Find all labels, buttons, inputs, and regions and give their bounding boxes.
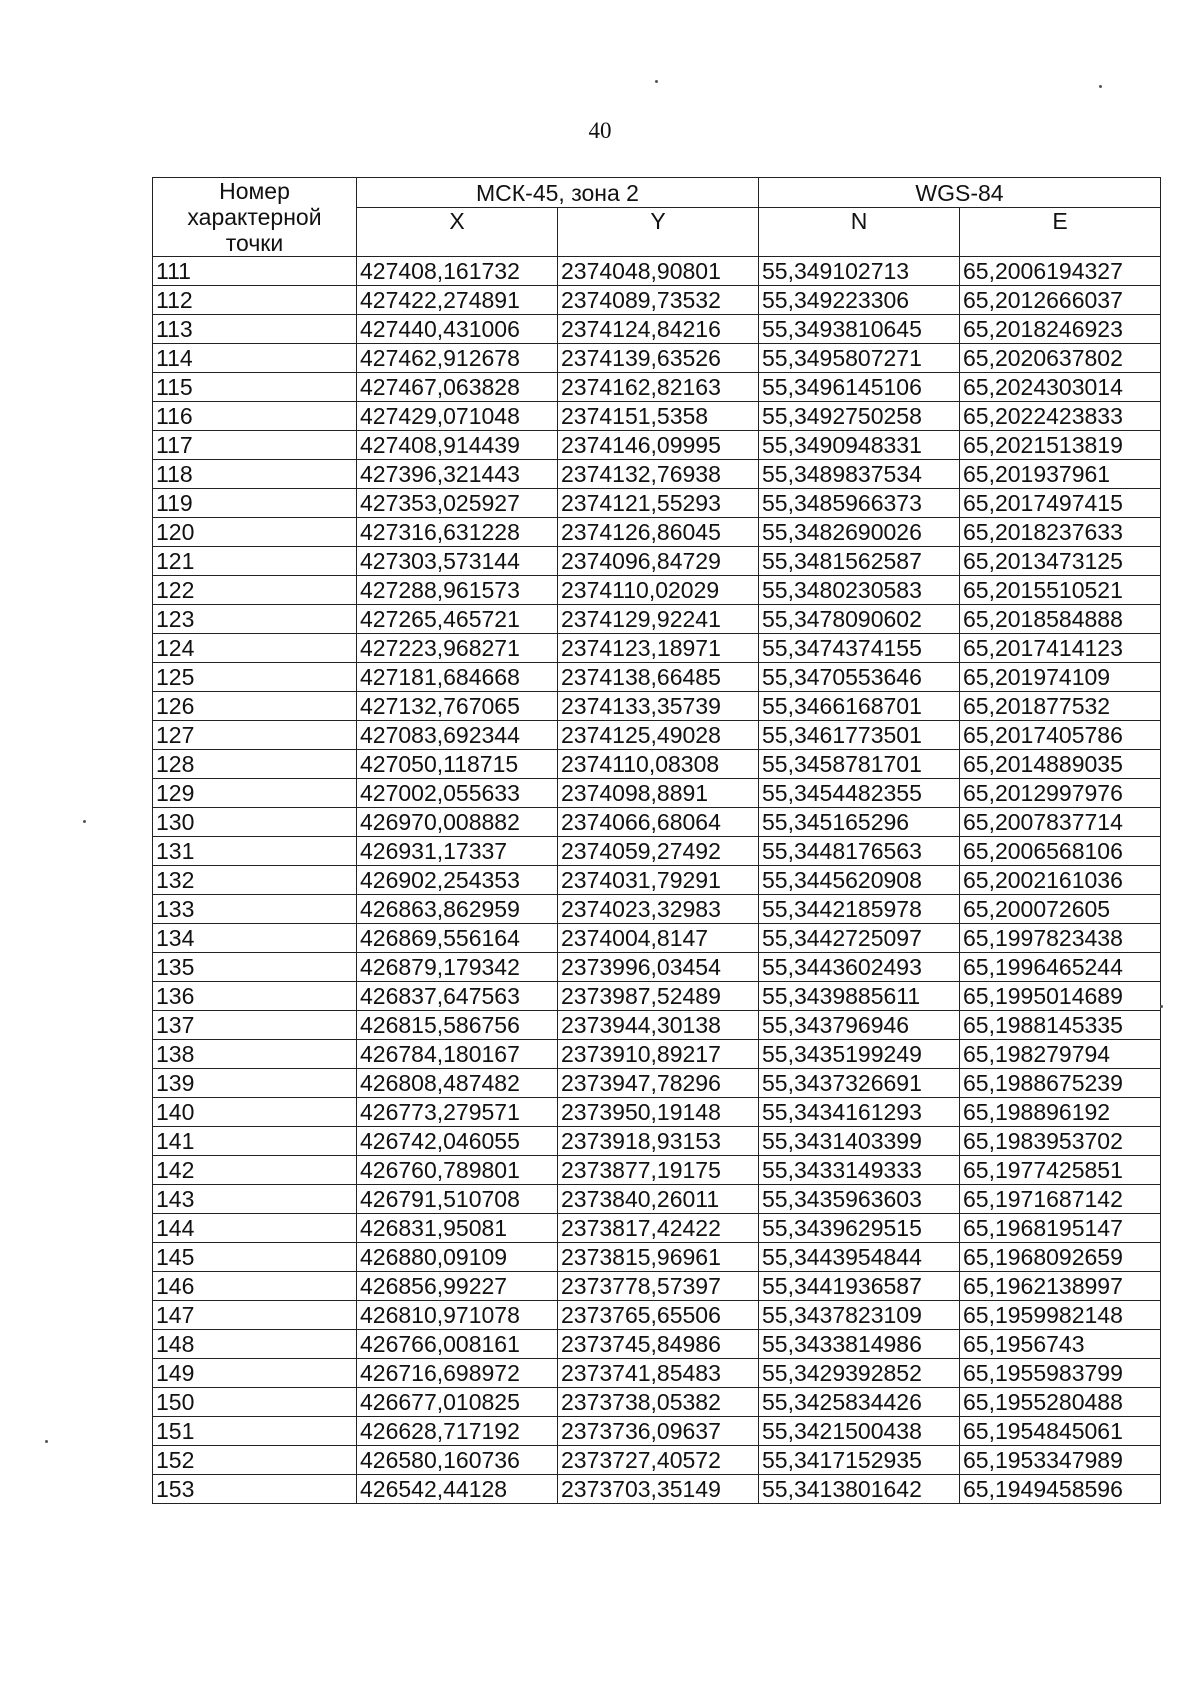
point-number-cell: 118 (153, 460, 357, 489)
table-row (153, 1330, 1161, 1359)
header-n: N (759, 208, 960, 257)
point-number-cell: 133 (153, 895, 357, 924)
y-cell: 2374098,8891 (558, 779, 759, 808)
point-number-cell: 141 (153, 1127, 357, 1156)
e-cell: 65,1997823438 (960, 924, 1161, 953)
n-cell: 55,3490948331 (759, 431, 960, 460)
y-cell: 2374048,90801 (558, 257, 759, 286)
x-cell: 427408,161732 (357, 257, 558, 286)
x-cell: 426837,647563 (357, 982, 558, 1011)
n-cell: 55,3443954844 (759, 1243, 960, 1272)
n-cell: 55,349223306 (759, 286, 960, 315)
table-row (153, 1388, 1161, 1417)
scan-speck (1099, 85, 1102, 88)
x-cell: 426542,44128 (357, 1475, 558, 1504)
x-cell: 427132,767065 (357, 692, 558, 721)
y-cell: 2374110,08308 (558, 750, 759, 779)
point-number-cell: 145 (153, 1243, 357, 1272)
table-row (153, 489, 1161, 518)
point-number-cell: 123 (153, 605, 357, 634)
y-cell: 2374146,09995 (558, 431, 759, 460)
x-cell: 427050,118715 (357, 750, 558, 779)
x-cell: 426628,717192 (357, 1417, 558, 1446)
n-cell: 55,3417152935 (759, 1446, 960, 1475)
e-cell: 65,2022423833 (960, 402, 1161, 431)
table-row (153, 1446, 1161, 1475)
n-cell: 55,345165296 (759, 808, 960, 837)
e-cell: 65,1971687142 (960, 1185, 1161, 1214)
point-number-cell: 116 (153, 402, 357, 431)
y-cell: 2374139,63526 (558, 344, 759, 373)
e-cell: 65,1968092659 (960, 1243, 1161, 1272)
x-cell: 426831,95081 (357, 1214, 558, 1243)
table-row (153, 1417, 1161, 1446)
n-cell: 55,3492750258 (759, 402, 960, 431)
coordinates-table (152, 177, 1161, 1504)
x-cell: 426677,010825 (357, 1388, 558, 1417)
e-cell: 65,2018246923 (960, 315, 1161, 344)
point-number-cell: 130 (153, 808, 357, 837)
table-row (153, 953, 1161, 982)
x-cell: 426970,008882 (357, 808, 558, 837)
table-row (153, 431, 1161, 460)
n-cell: 55,3489837534 (759, 460, 960, 489)
e-cell: 65,2018237633 (960, 518, 1161, 547)
x-cell: 426869,556164 (357, 924, 558, 953)
e-cell: 65,2012666037 (960, 286, 1161, 315)
point-number-cell: 148 (153, 1330, 357, 1359)
point-number-cell: 146 (153, 1272, 357, 1301)
n-cell: 55,3433149333 (759, 1156, 960, 1185)
table-row (153, 721, 1161, 750)
point-number-cell: 139 (153, 1069, 357, 1098)
y-cell: 2374138,66485 (558, 663, 759, 692)
table-row (153, 1359, 1161, 1388)
y-cell: 2374023,32983 (558, 895, 759, 924)
e-cell: 65,1977425851 (960, 1156, 1161, 1185)
x-cell: 427223,968271 (357, 634, 558, 663)
y-cell: 2374031,79291 (558, 866, 759, 895)
table-row (153, 257, 1161, 286)
x-cell: 426856,99227 (357, 1272, 558, 1301)
e-cell: 65,1983953702 (960, 1127, 1161, 1156)
point-number-cell: 132 (153, 866, 357, 895)
x-cell: 427265,465721 (357, 605, 558, 634)
page-number: 40 (588, 118, 612, 143)
point-number-cell: 143 (153, 1185, 357, 1214)
n-cell: 55,3421500438 (759, 1417, 960, 1446)
header-point-number (153, 178, 357, 257)
point-number-cell: 151 (153, 1417, 357, 1446)
e-cell: 65,1955280488 (960, 1388, 1161, 1417)
y-cell: 2373910,89217 (558, 1040, 759, 1069)
n-cell: 55,3482690026 (759, 518, 960, 547)
x-cell: 427181,684668 (357, 663, 558, 692)
scan-speck (83, 820, 86, 823)
header-x: X (357, 208, 558, 257)
e-cell: 65,2006194327 (960, 257, 1161, 286)
x-cell: 426760,789801 (357, 1156, 558, 1185)
n-cell: 55,3485966373 (759, 489, 960, 518)
y-cell: 2373947,78296 (558, 1069, 759, 1098)
point-number-cell: 134 (153, 924, 357, 953)
table-row (153, 808, 1161, 837)
x-cell: 426815,586756 (357, 1011, 558, 1040)
x-cell: 426902,254353 (357, 866, 558, 895)
table-row (153, 605, 1161, 634)
scan-speck (1160, 1005, 1163, 1008)
e-cell: 65,2017405786 (960, 721, 1161, 750)
x-cell: 426879,179342 (357, 953, 558, 982)
x-cell: 427002,055633 (357, 779, 558, 808)
n-cell: 55,3442725097 (759, 924, 960, 953)
point-number-cell: 152 (153, 1446, 357, 1475)
table-row (153, 1040, 1161, 1069)
header-point-number-line: характерной (187, 204, 322, 230)
point-number-cell: 127 (153, 721, 357, 750)
y-cell: 2374132,76938 (558, 460, 759, 489)
x-cell: 426773,279571 (357, 1098, 558, 1127)
n-cell: 55,3429392852 (759, 1359, 960, 1388)
y-cell: 2374066,68064 (558, 808, 759, 837)
e-cell: 65,2015510521 (960, 576, 1161, 605)
n-cell: 55,3481562587 (759, 547, 960, 576)
y-cell: 2373745,84986 (558, 1330, 759, 1359)
table-row (153, 1301, 1161, 1330)
n-cell: 55,3443602493 (759, 953, 960, 982)
header-msk45-zone2: МСК-45, зона 2 (357, 178, 759, 208)
header-point-number-line: точки (225, 230, 284, 256)
e-cell: 65,2006568106 (960, 837, 1161, 866)
n-cell: 55,3439629515 (759, 1214, 960, 1243)
x-cell: 427429,071048 (357, 402, 558, 431)
y-cell: 2373778,57397 (558, 1272, 759, 1301)
x-cell: 427083,692344 (357, 721, 558, 750)
point-number-cell: 135 (153, 953, 357, 982)
x-cell: 426716,698972 (357, 1359, 558, 1388)
e-cell: 65,201974109 (960, 663, 1161, 692)
point-number-cell: 121 (153, 547, 357, 576)
n-cell: 55,3442185978 (759, 895, 960, 924)
n-cell: 55,3454482355 (759, 779, 960, 808)
e-cell: 65,2020637802 (960, 344, 1161, 373)
x-cell: 427316,631228 (357, 518, 558, 547)
n-cell: 55,3466168701 (759, 692, 960, 721)
table-row (153, 1214, 1161, 1243)
n-cell: 55,3480230583 (759, 576, 960, 605)
y-cell: 2373738,05382 (558, 1388, 759, 1417)
x-cell: 426580,160736 (357, 1446, 558, 1475)
table-row (153, 547, 1161, 576)
point-number-cell: 147 (153, 1301, 357, 1330)
y-cell: 2374125,49028 (558, 721, 759, 750)
point-number-cell: 119 (153, 489, 357, 518)
e-cell: 65,2017414123 (960, 634, 1161, 663)
table-row (153, 286, 1161, 315)
point-number-cell: 114 (153, 344, 357, 373)
x-cell: 426766,008161 (357, 1330, 558, 1359)
header-y: Y (558, 208, 759, 257)
y-cell: 2373840,26011 (558, 1185, 759, 1214)
n-cell: 55,3437326691 (759, 1069, 960, 1098)
point-number-cell: 136 (153, 982, 357, 1011)
table-row (153, 518, 1161, 547)
e-cell: 65,1988675239 (960, 1069, 1161, 1098)
x-cell: 426931,17337 (357, 837, 558, 866)
table-row (153, 692, 1161, 721)
point-number-cell: 153 (153, 1475, 357, 1504)
y-cell: 2373727,40572 (558, 1446, 759, 1475)
y-cell: 2374124,84216 (558, 315, 759, 344)
x-cell: 427422,274891 (357, 286, 558, 315)
point-number-cell: 117 (153, 431, 357, 460)
point-number-cell: 124 (153, 634, 357, 663)
x-cell: 427467,063828 (357, 373, 558, 402)
n-cell: 55,3445620908 (759, 866, 960, 895)
y-cell: 2373950,19148 (558, 1098, 759, 1127)
y-cell: 2373817,42422 (558, 1214, 759, 1243)
table-row (153, 866, 1161, 895)
point-number-cell: 111 (153, 257, 357, 286)
x-cell: 427396,321443 (357, 460, 558, 489)
y-cell: 2373987,52489 (558, 982, 759, 1011)
table-row (153, 1243, 1161, 1272)
x-cell: 427408,914439 (357, 431, 558, 460)
point-number-cell: 149 (153, 1359, 357, 1388)
y-cell: 2373736,09637 (558, 1417, 759, 1446)
e-cell: 65,201937961 (960, 460, 1161, 489)
y-cell: 2374151,5358 (558, 402, 759, 431)
point-number-cell: 122 (153, 576, 357, 605)
point-number-cell: 125 (153, 663, 357, 692)
table-row (153, 576, 1161, 605)
x-cell: 427462,912678 (357, 344, 558, 373)
x-cell: 426808,487482 (357, 1069, 558, 1098)
y-cell: 2373741,85483 (558, 1359, 759, 1388)
point-number-cell: 128 (153, 750, 357, 779)
table-row (153, 344, 1161, 373)
table-header (153, 178, 1161, 257)
header-point-number-line: Номер (219, 178, 290, 204)
n-cell: 55,3435199249 (759, 1040, 960, 1069)
e-cell: 65,2002161036 (960, 866, 1161, 895)
y-cell: 2374162,82163 (558, 373, 759, 402)
y-cell: 2374133,35739 (558, 692, 759, 721)
table-row (153, 1272, 1161, 1301)
n-cell: 55,3470553646 (759, 663, 960, 692)
scan-speck (45, 1440, 48, 1443)
n-cell: 55,3448176563 (759, 837, 960, 866)
e-cell: 65,1955983799 (960, 1359, 1161, 1388)
table-row (153, 1475, 1161, 1504)
table-row (153, 982, 1161, 1011)
n-cell: 55,349102713 (759, 257, 960, 286)
point-number-cell: 138 (153, 1040, 357, 1069)
e-cell: 65,1995014689 (960, 982, 1161, 1011)
table-row (153, 373, 1161, 402)
n-cell: 55,3433814986 (759, 1330, 960, 1359)
table-row (153, 1185, 1161, 1214)
table-row (153, 750, 1161, 779)
y-cell: 2373918,93153 (558, 1127, 759, 1156)
x-cell: 426880,09109 (357, 1243, 558, 1272)
e-cell: 65,2012997976 (960, 779, 1161, 808)
n-cell: 55,3431403399 (759, 1127, 960, 1156)
header-e: E (960, 208, 1161, 257)
point-number-cell: 142 (153, 1156, 357, 1185)
n-cell: 55,3435963603 (759, 1185, 960, 1214)
table-row (153, 634, 1161, 663)
point-number-cell: 137 (153, 1011, 357, 1040)
point-number-cell: 140 (153, 1098, 357, 1127)
n-cell: 55,3495807271 (759, 344, 960, 373)
y-cell: 2374129,92241 (558, 605, 759, 634)
y-cell: 2374121,55293 (558, 489, 759, 518)
e-cell: 65,1968195147 (960, 1214, 1161, 1243)
n-cell: 55,3434161293 (759, 1098, 960, 1127)
x-cell: 426810,971078 (357, 1301, 558, 1330)
e-cell: 65,201877532 (960, 692, 1161, 721)
point-number-cell: 126 (153, 692, 357, 721)
e-cell: 65,1956743 (960, 1330, 1161, 1359)
n-cell: 55,3478090602 (759, 605, 960, 634)
e-cell: 65,200072605 (960, 895, 1161, 924)
n-cell: 55,343796946 (759, 1011, 960, 1040)
e-cell: 65,1988145335 (960, 1011, 1161, 1040)
e-cell: 65,2014889035 (960, 750, 1161, 779)
y-cell: 2373765,65506 (558, 1301, 759, 1330)
e-cell: 65,1996465244 (960, 953, 1161, 982)
e-cell: 65,1949458596 (960, 1475, 1161, 1504)
point-number-cell: 129 (153, 779, 357, 808)
y-cell: 2373703,35149 (558, 1475, 759, 1504)
table-body (153, 257, 1161, 1504)
n-cell: 55,3474374155 (759, 634, 960, 663)
y-cell: 2373944,30138 (558, 1011, 759, 1040)
x-cell: 427303,573144 (357, 547, 558, 576)
y-cell: 2373996,03454 (558, 953, 759, 982)
scan-speck (655, 80, 658, 83)
e-cell: 65,2018584888 (960, 605, 1161, 634)
y-cell: 2374059,27492 (558, 837, 759, 866)
x-cell: 427353,025927 (357, 489, 558, 518)
table-row (153, 1098, 1161, 1127)
x-cell: 427288,961573 (357, 576, 558, 605)
point-number-cell: 131 (153, 837, 357, 866)
y-cell: 2374110,02029 (558, 576, 759, 605)
point-number-cell: 113 (153, 315, 357, 344)
table-row (153, 1011, 1161, 1040)
y-cell: 2374126,86045 (558, 518, 759, 547)
table-row (153, 460, 1161, 489)
table-row (153, 779, 1161, 808)
e-cell: 65,2021513819 (960, 431, 1161, 460)
x-cell: 426742,046055 (357, 1127, 558, 1156)
e-cell: 65,2013473125 (960, 547, 1161, 576)
x-cell: 426791,510708 (357, 1185, 558, 1214)
y-cell: 2373877,19175 (558, 1156, 759, 1185)
point-number-cell: 115 (153, 373, 357, 402)
e-cell: 65,198896192 (960, 1098, 1161, 1127)
n-cell: 55,3493810645 (759, 315, 960, 344)
x-cell: 426863,862959 (357, 895, 558, 924)
e-cell: 65,2024303014 (960, 373, 1161, 402)
y-cell: 2374096,84729 (558, 547, 759, 576)
n-cell: 55,3437823109 (759, 1301, 960, 1330)
n-cell: 55,3441936587 (759, 1272, 960, 1301)
n-cell: 55,3496145106 (759, 373, 960, 402)
n-cell: 55,3413801642 (759, 1475, 960, 1504)
point-number-cell: 112 (153, 286, 357, 315)
e-cell: 65,1953347989 (960, 1446, 1161, 1475)
table-row (153, 1069, 1161, 1098)
y-cell: 2374089,73532 (558, 286, 759, 315)
e-cell: 65,1954845061 (960, 1417, 1161, 1446)
table-row (153, 663, 1161, 692)
n-cell: 55,3461773501 (759, 721, 960, 750)
e-cell: 65,198279794 (960, 1040, 1161, 1069)
table-row (153, 837, 1161, 866)
header-wgs84: WGS-84 (759, 178, 1161, 208)
point-number-cell: 150 (153, 1388, 357, 1417)
table-row (153, 1127, 1161, 1156)
table-row (153, 1156, 1161, 1185)
point-number-cell: 144 (153, 1214, 357, 1243)
n-cell: 55,3439885611 (759, 982, 960, 1011)
e-cell: 65,2017497415 (960, 489, 1161, 518)
table-row (153, 924, 1161, 953)
e-cell: 65,1962138997 (960, 1272, 1161, 1301)
e-cell: 65,2007837714 (960, 808, 1161, 837)
n-cell: 55,3458781701 (759, 750, 960, 779)
y-cell: 2374004,8147 (558, 924, 759, 953)
y-cell: 2373815,96961 (558, 1243, 759, 1272)
point-number-cell: 120 (153, 518, 357, 547)
table-row (153, 895, 1161, 924)
table-row (153, 315, 1161, 344)
e-cell: 65,1959982148 (960, 1301, 1161, 1330)
x-cell: 426784,180167 (357, 1040, 558, 1069)
table-row (153, 402, 1161, 431)
y-cell: 2374123,18971 (558, 634, 759, 663)
x-cell: 427440,431006 (357, 315, 558, 344)
n-cell: 55,3425834426 (759, 1388, 960, 1417)
